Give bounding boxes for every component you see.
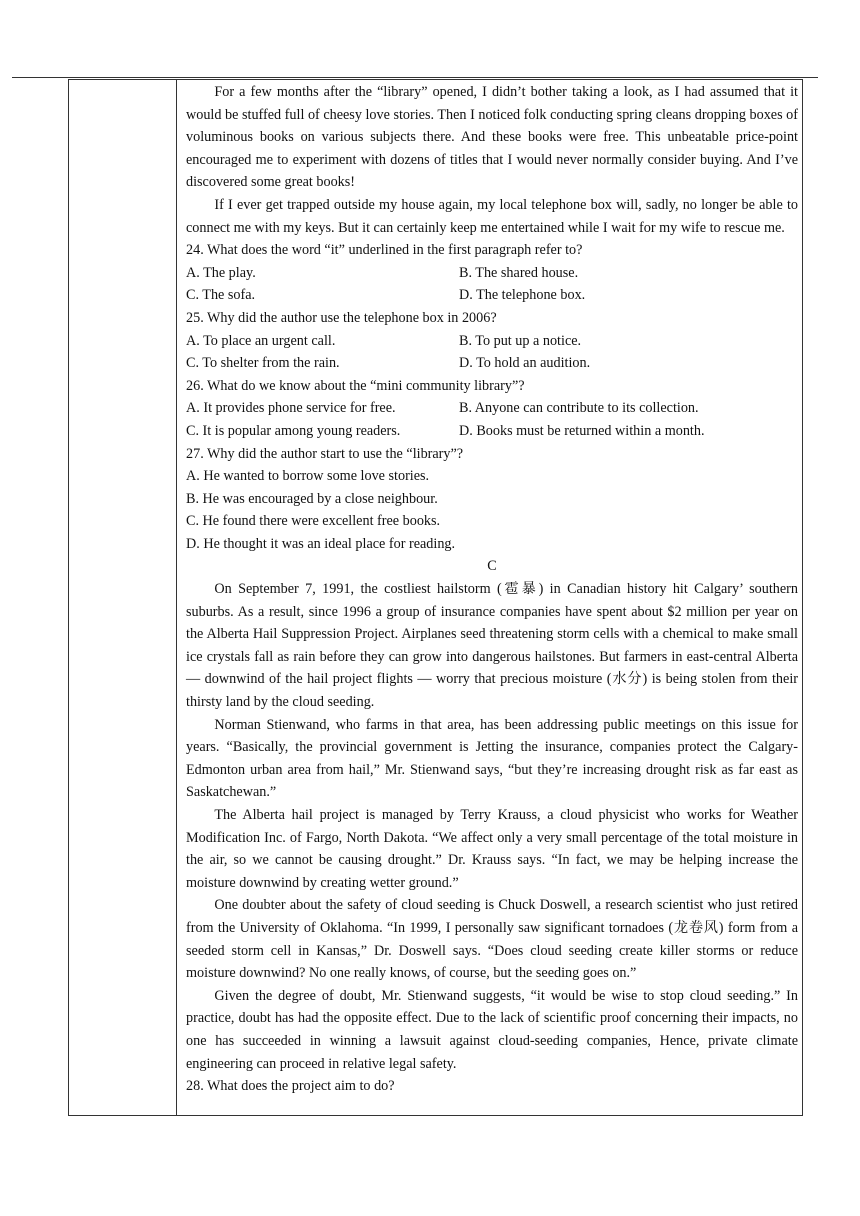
options-row [186,262,798,285]
option-a: A. The play. [186,264,256,281]
option-c: C. He found there were excellent free books. [186,513,441,530]
passage-paragraph: Norman Stienwand, who farms in that area, has been addressing public meetings on this issue for years. “Basically, the provincial government is Jetting the insurance, companies protect the Calgary-Edmonton urban area from hail,” Mr. Stienwand says, “but they’re increasing drought risk as far east as Saskatchewan.” [186,716,798,801]
passage-paragraph: Given the degree of doubt, Mr. Stienwand suggests, “it would be wise to stop cloud seeding.” In practice, doubt has had the opposite effect. Due to the lack of scientific proof concerning their impacts, no one has succeeded in winning a lawsuit against cloud-seeding companies, Hence, private climate engineering can proceed in relative legal safety. [186,987,798,1072]
options-row [186,284,798,307]
exam-table [68,79,803,1116]
option-d: D. To hold an audition. [459,355,591,372]
question-27: 27. Why did the author start to use the “library”? [186,445,464,462]
passage-paragraph: If I ever get trapped outside my house again, my local telephone box will, sadly, no longer be able to connect me with my keys. But it can certainly keep me entertained while I wait for my wife to rescue me. [186,196,798,236]
option-a: A. It provides phone service for free. [186,400,396,417]
option-c: C. The sofa. [186,287,256,304]
question-28: 28. What does the project aim to do? [186,1078,395,1095]
passage-paragraph: One doubter about the safety of cloud seeding is Chuck Doswell, a research scientist who just retired from the University of Oklahoma. “In 1999, I personally saw significant tornadoes (龙卷风) form from a seeded storm cell in Kansas,” Dr. Doswell says. “Does cloud seeding create killer storms or reduce moisture downwind? No one really knows, of course, but the seeding goes on.” [186,897,798,982]
options-row [186,397,798,420]
option-c: C. It is popular among young readers. [186,422,401,439]
passage-paragraph: For a few months after the “library” opened, I didn’t bother taking a look, as I had assumed that it would be stuffed full of cheesy love stories. Then I noticed folk conducting spring cleans dropping boxes of voluminous books on various subjects there. And these books were free. This unbeatable price-point encouraged me to experiment with dozens of titles that I would never normally consider buying. And I’ve discovered some great books! [186,84,798,191]
option-a: A. To place an urgent call. [186,332,336,349]
option-a: A. He wanted to borrow some love stories. [186,468,430,485]
question-26: 26. What do we know about the “mini community library”? [186,377,525,394]
left-column [69,80,177,1115]
options-row [186,330,798,353]
option-d: D. The telephone box. [459,287,586,304]
section-label: C [487,558,497,575]
header-rule [12,77,818,78]
option-b: B. To put up a notice. [459,332,582,349]
question-content [186,81,798,1098]
option-d: D. Books must be returned within a month. [459,422,705,439]
option-b: B. Anyone can contribute to its collection. [459,400,699,417]
options-row [186,420,798,443]
option-b: B. He was encouraged by a close neighbour. [186,490,438,507]
question-24: 24. What does the word “it” underlined in the first paragraph refer to? [186,242,583,259]
option-c: C. To shelter from the rain. [186,355,340,372]
option-d: D. He thought it was an ideal place for reading. [186,535,456,552]
option-b: B. The shared house. [459,264,579,281]
passage-paragraph: On September 7, 1991, the costliest hailstorm (雹暴) in Canadian history hit Calgary’ southern suburbs. As a result, since 1996 a group of insurance companies have spent about $2 million per year on the Alberta Hail Suppression Project. Airplanes seed threatening storm cells with a chemical to make small ice crystals fall as rain before they can grow into dangerous hailstones. But farmers in east-central Alberta — downwind of the hail project flights — worry that precious moisture (水分) is being stolen from their thirsty land by the cloud seeding. [186,581,798,711]
passage-paragraph: The Alberta hail project is managed by Terry Krauss, a cloud physicist who works for Weather Modification Inc. of Fargo, North Dakota. “We affect only a very small percentage of the total moisture in the air, so we cannot be causing drought.” Dr. Krauss says. “In fact, we may be helping increase the moisture downwind by creating wetter ground.” [186,807,798,891]
options-row [186,352,798,375]
question-25: 25. Why did the author use the telephone box in 2006? [186,309,497,326]
